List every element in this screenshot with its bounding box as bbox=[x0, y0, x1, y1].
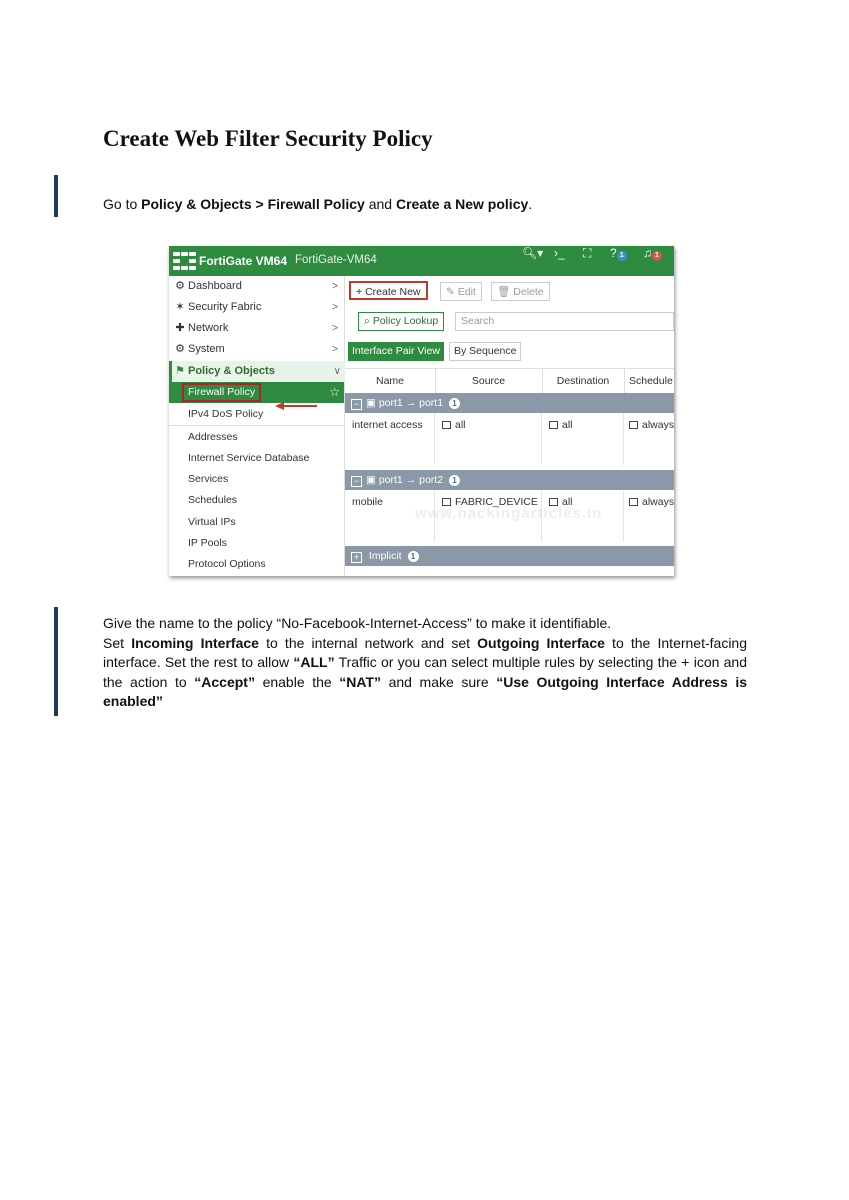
sidebar-subitem-label: Addresses bbox=[188, 431, 238, 443]
schedule-icon bbox=[629, 421, 638, 429]
fullscreen-icon[interactable]: ⛶ bbox=[583, 246, 592, 260]
star-icon[interactable]: ☆ bbox=[329, 385, 340, 399]
network-icon: ✚ bbox=[175, 322, 185, 334]
trash-icon: 🗑︎ bbox=[497, 286, 511, 298]
tab-interface-pair-view[interactable]: Interface Pair View bbox=[348, 342, 444, 361]
address-icon bbox=[442, 421, 451, 429]
instruction-paragraph bbox=[103, 614, 747, 712]
schedule-value: always bbox=[642, 496, 674, 508]
column-header-destination[interactable]: Destination bbox=[542, 369, 625, 393]
collapse-icon[interactable]: − bbox=[351, 476, 362, 487]
instruction-paragraph bbox=[103, 196, 532, 212]
edit-label: Edit bbox=[457, 286, 476, 298]
emphasis: “Use Outgoing Interface Address is enabled” bbox=[103, 673, 747, 709]
sidebar-subitem-protocol-options[interactable] bbox=[169, 554, 344, 575]
cell-destination bbox=[542, 413, 624, 465]
group-count-badge: 1 bbox=[449, 398, 460, 409]
emphasis: “Accept” bbox=[194, 673, 255, 690]
cell-schedule bbox=[624, 490, 674, 542]
fortinet-logo-icon bbox=[173, 252, 197, 270]
text: and bbox=[364, 196, 396, 212]
source-value: all bbox=[455, 419, 466, 431]
chevron-right-icon: > bbox=[332, 323, 338, 334]
implicit-group[interactable] bbox=[345, 546, 674, 566]
fortigate-screenshot bbox=[169, 246, 674, 576]
text: and make sure bbox=[381, 673, 497, 690]
group-count-badge: 1 bbox=[408, 551, 419, 562]
policy-name: internet access bbox=[352, 419, 423, 431]
sidebar-subitem-label: Firewall Policy bbox=[182, 383, 261, 402]
sidebar-item-label: Dashboard bbox=[188, 280, 242, 292]
sidebar-subitem-internet-service-database[interactable] bbox=[169, 448, 344, 469]
emphasis: Incoming Interface bbox=[131, 634, 259, 651]
help-badge: 1 bbox=[617, 251, 627, 261]
delete-button[interactable] bbox=[491, 282, 550, 301]
sidebar-subitem-label: IPv4 DoS Policy bbox=[188, 408, 264, 420]
schedule-value: always bbox=[642, 419, 674, 431]
source-value: FABRIC_DEVICE bbox=[455, 496, 538, 508]
interface-icon: ▣ bbox=[366, 397, 376, 409]
policy-lookup-label: Policy Lookup bbox=[372, 315, 439, 327]
alerts-badge: 1 bbox=[652, 251, 662, 261]
sidebar-subitem-label: Protocol Options bbox=[188, 558, 266, 570]
sidebar-subitem-services[interactable] bbox=[169, 469, 344, 490]
interface-pair-group[interactable] bbox=[345, 470, 674, 490]
sidebar-subitem-label: Internet Service Database bbox=[188, 452, 310, 464]
cell-name bbox=[345, 413, 435, 465]
emphasis: “NAT” bbox=[339, 673, 381, 690]
sidebar-item-label: Security Fabric bbox=[188, 301, 262, 313]
group-label: Implicit bbox=[368, 550, 402, 562]
destination-value: all bbox=[562, 419, 573, 431]
schedule-icon bbox=[629, 498, 638, 506]
group-count-badge: 1 bbox=[449, 475, 460, 486]
text: Set bbox=[103, 634, 132, 651]
plus-icon: + bbox=[356, 286, 363, 298]
text: Give the name to the policy “No-Facebook-Internet-Access” to make it identifiable. bbox=[103, 615, 612, 631]
emphasis: Policy & Objects > Firewall Policy bbox=[141, 196, 365, 212]
text: enable the bbox=[254, 673, 340, 690]
sidebar-item-label: System bbox=[188, 343, 225, 355]
sidebar-subitem-ipv4-dos-policy[interactable] bbox=[169, 404, 344, 426]
search-icon[interactable]: 🔍︎▾ bbox=[522, 246, 544, 260]
text: . bbox=[528, 196, 533, 212]
dashboard-icon: ⚙ bbox=[175, 280, 185, 292]
text: to the internal network and set bbox=[258, 634, 478, 651]
address-icon bbox=[549, 421, 558, 429]
search-icon: ⌕ bbox=[364, 315, 370, 327]
cli-console-icon[interactable]: ›_ bbox=[554, 246, 565, 260]
chevron-down-icon: ∨ bbox=[333, 366, 341, 377]
sidebar-subitem-addresses[interactable] bbox=[169, 427, 344, 448]
cell-source bbox=[435, 413, 542, 465]
delete-label: Delete bbox=[513, 286, 544, 298]
emphasis: Create a New policy bbox=[395, 196, 529, 212]
policy-name: mobile bbox=[352, 496, 383, 508]
expand-icon[interactable]: + bbox=[351, 552, 362, 563]
page-title: Create Web Filter Security Policy bbox=[103, 126, 433, 151]
left-accent-bar bbox=[54, 175, 58, 217]
sidebar-subitem-label: Services bbox=[188, 473, 229, 485]
table-header bbox=[345, 368, 674, 394]
settings-instructions bbox=[103, 634, 747, 712]
policy-lookup-button[interactable] bbox=[358, 312, 444, 331]
sidebar-subitem-schedules[interactable] bbox=[169, 490, 344, 511]
collapse-icon[interactable]: − bbox=[351, 399, 362, 410]
sidebar-item-security-fabric[interactable] bbox=[169, 297, 344, 318]
emphasis: “ALL” bbox=[293, 654, 335, 670]
watermark: www.hackingarticles.in bbox=[415, 505, 603, 522]
create-new-button[interactable] bbox=[349, 281, 428, 300]
tab-by-sequence[interactable]: By Sequence bbox=[449, 342, 521, 361]
sidebar-subitem-label: Virtual IPs bbox=[188, 516, 236, 528]
fabric-icon: ✶ bbox=[175, 301, 185, 313]
sidebar-item-system[interactable] bbox=[169, 339, 344, 360]
chevron-right-icon: > bbox=[332, 344, 338, 355]
bell-icon[interactable]: ♫ 1 bbox=[643, 246, 662, 261]
sidebar-item-dashboard[interactable] bbox=[169, 276, 344, 297]
cell-schedule bbox=[624, 413, 674, 465]
column-header-source[interactable]: Source bbox=[435, 369, 543, 393]
sidebar-subitem-ip-pools[interactable] bbox=[169, 533, 344, 554]
sidebar-subitem-virtual-ips[interactable] bbox=[169, 512, 344, 533]
interface-icon: ▣ bbox=[366, 474, 376, 486]
edit-button[interactable] bbox=[440, 282, 482, 301]
sidebar-item-policy-objects[interactable] bbox=[169, 361, 347, 382]
policy-icon: ⚑ bbox=[175, 365, 185, 377]
left-accent-bar bbox=[54, 607, 58, 716]
text: Go to bbox=[103, 196, 142, 212]
text: to the Internet-facing interface. Set the rest to allow bbox=[103, 634, 748, 670]
table-row[interactable] bbox=[345, 413, 674, 465]
search-input[interactable]: Search bbox=[455, 312, 674, 331]
sidebar-subitem-label: Schedules bbox=[188, 494, 238, 506]
column-header-name[interactable]: Name bbox=[345, 369, 436, 393]
interface-pair-group[interactable] bbox=[345, 393, 674, 413]
sidebar-item-label: Network bbox=[188, 322, 229, 334]
chevron-right-icon: > bbox=[332, 302, 338, 313]
sidebar-subitem-label: IP Pools bbox=[188, 537, 227, 549]
sidebar-item-network[interactable] bbox=[169, 318, 344, 339]
pencil-icon: ✎ bbox=[446, 286, 455, 298]
brand-name: FortiGate VM64 bbox=[199, 254, 288, 268]
sidebar-item-label: Policy & Objects bbox=[188, 365, 275, 377]
destination-value: all bbox=[562, 496, 573, 508]
help-icon[interactable]: ? 1 bbox=[610, 246, 627, 261]
create-new-label: Create New bbox=[365, 286, 421, 298]
policy-list-panel bbox=[345, 276, 674, 576]
group-label: port1 → port1 bbox=[378, 397, 444, 409]
hostname[interactable]: FortiGate-VM64 bbox=[295, 254, 377, 266]
column-header-schedule[interactable]: Schedule bbox=[629, 375, 673, 387]
text: Traffic or you can select multiple rules by selecting the + icon and the action to bbox=[103, 654, 747, 690]
group-label: port1 → port2 bbox=[378, 474, 444, 486]
sidebar-subitem-firewall-policy[interactable] bbox=[169, 382, 344, 403]
sidebar bbox=[169, 276, 345, 576]
emphasis: Outgoing Interface bbox=[477, 634, 605, 651]
top-bar bbox=[169, 246, 674, 276]
chevron-right-icon: > bbox=[332, 281, 338, 292]
gear-icon: ⚙ bbox=[175, 343, 185, 355]
